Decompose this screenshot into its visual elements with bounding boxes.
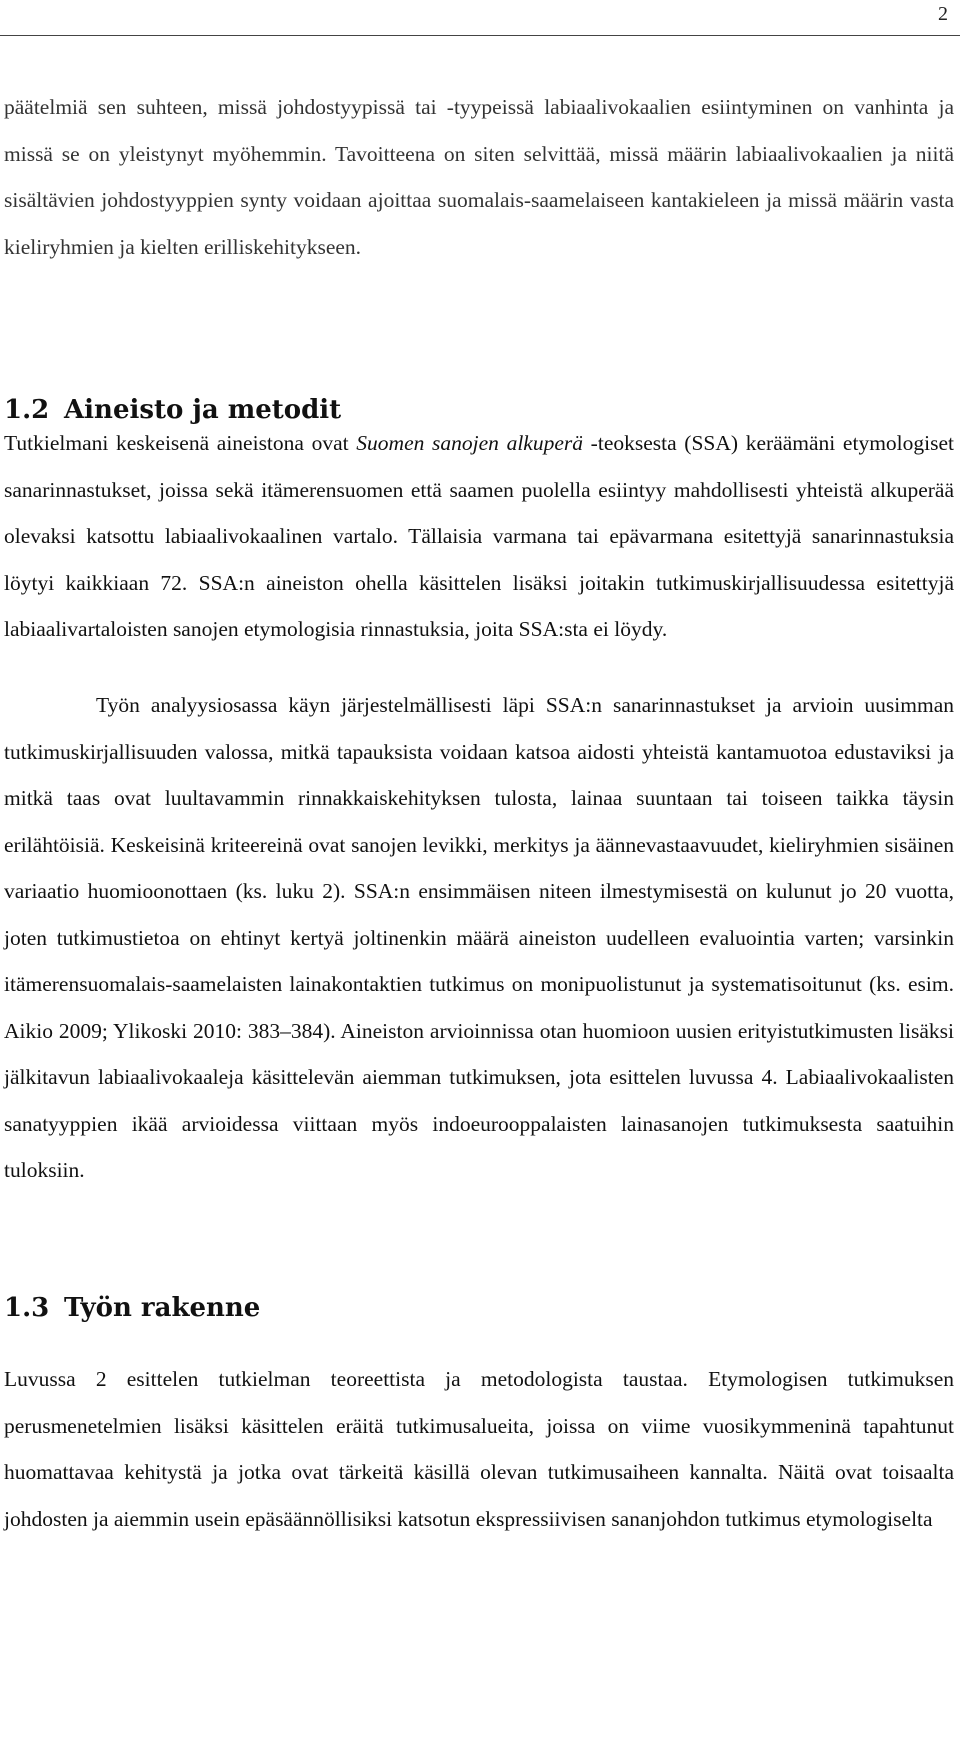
heading-section-1-3 bbox=[4, 1288, 260, 1328]
page-number: 2 bbox=[938, 3, 948, 25]
heading-number: 1.3 bbox=[4, 1293, 50, 1323]
heading-title: Työn rakenne bbox=[64, 1293, 261, 1323]
paragraph-text: -teoksesta (SSA) keräämäni etymologiset sanarinnastukset, joissa sekä itämerensuomen että saamen puolella esiintyy mahdollisesti yhteistä alkuperää olevaksi katsottu labiaalivokaalinen vartalo. Tällaisia varmana tai epävarmana esitettyjä sanarinnastuksia löytyi kaikkiaan 72. SSA:n aineiston ohella käsittelen lisäksi joitakin tutkimuskirjallisuudessa esitettyjä labiaalivartaloisten sanojen etymologisia rinnastuksia, joita SSA:sta ei löydy. bbox=[4, 431, 954, 641]
paragraph-aineisto-1 bbox=[4, 420, 954, 653]
paragraph-aineisto-2: Työn analyysiosassa käyn järjestelmällisesti läpi SSA:n sanarinnastukset ja arvioin uusimman tutkimuskirjallisuuden valossa, mitkä tapauksista voidaan katsoa aidosti yhteistä kantamuotoa edustaviksi ja mitkä taas ovat luultavammin rinnakkaiskehityksen tulosta, lainaa suuntaan tai toiseen taikka täysin erilähtöisiä. Keskeisinä kriteereinä ovat sanojen levikki, merkitys ja äännevastaavuudet, kieliryhmien sisäinen variaatio huomioonottaen (ks. luku 2). SSA:n ensimmäisen niteen ilmestymisestä on kulunut jo 20 vuotta, joten tutkimustietoa on ehtinyt kertyä joltinenkin määrä aineiston uudelleen evaluointia varten; varsinkin itämerensuomalais-saamelaisten lainakontaktien tutkimus on monipuolistunut ja systematisoitunut (ks. esim. Aikio 2009; Ylikoski 2010: 383–384). Aineiston arvioinnissa otan huomioon uusien erityistutkimusten lisäksi jälkitavun labiaalivokaaleja käsittelevän aiemman tutkimuksen, jota esittelen luvussa 4. Labiaalivokaalisten sanatyyppien ikää arvioidessa viittaan myös indoeurooppalaisten lainasanojen tutkimuksesta saatuihin tuloksiin. bbox=[4, 693, 954, 1182]
book-title: Suomen sanojen alkuperä bbox=[356, 431, 584, 455]
paragraph-text: Tutkielmani keskeisenä aineistona ovat bbox=[4, 431, 357, 455]
paragraph-intro: päätelmiä sen suhteen, missä johdostyypissä tai -tyypeissä labiaalivokaalien esiintyminen on vanhinta ja missä se on yleistynyt myöhemmin. Tavoitteena on siten selvittää, missä määrin labiaalivokaalien ja niitä sisältävien johdostyyppien synty voidaan ajoittaa suomalais-saamelaiseen kantakieleen ja missä määrin vasta kieliryhmien ja kielten erilliskehitykseen. bbox=[4, 95, 954, 259]
heading-number: 1.2 bbox=[4, 395, 50, 425]
heading-title: Aineisto ja metodit bbox=[64, 395, 342, 425]
paragraph-rakenne: Luvussa 2 esittelen tutkielman teoreettista ja metodologista taustaa. Etymologisen tutkimuksen perusmenetelmien lisäksi käsittelen eräitä tutkimusalueita, joissa on viime vuosikymmeninä tapahtunut huomattavaa kehitystä ja jotka ovat tärkeitä käsillä olevan tutkimusaiheen kannalta. Näitä ovat toisaalta johdosten ja aiemmin usein epäsäännöllisiksi katsotun ekspressiivisen sananjohdon tutkimus etymologiselta bbox=[4, 1367, 954, 1531]
header-rule bbox=[0, 35, 960, 36]
